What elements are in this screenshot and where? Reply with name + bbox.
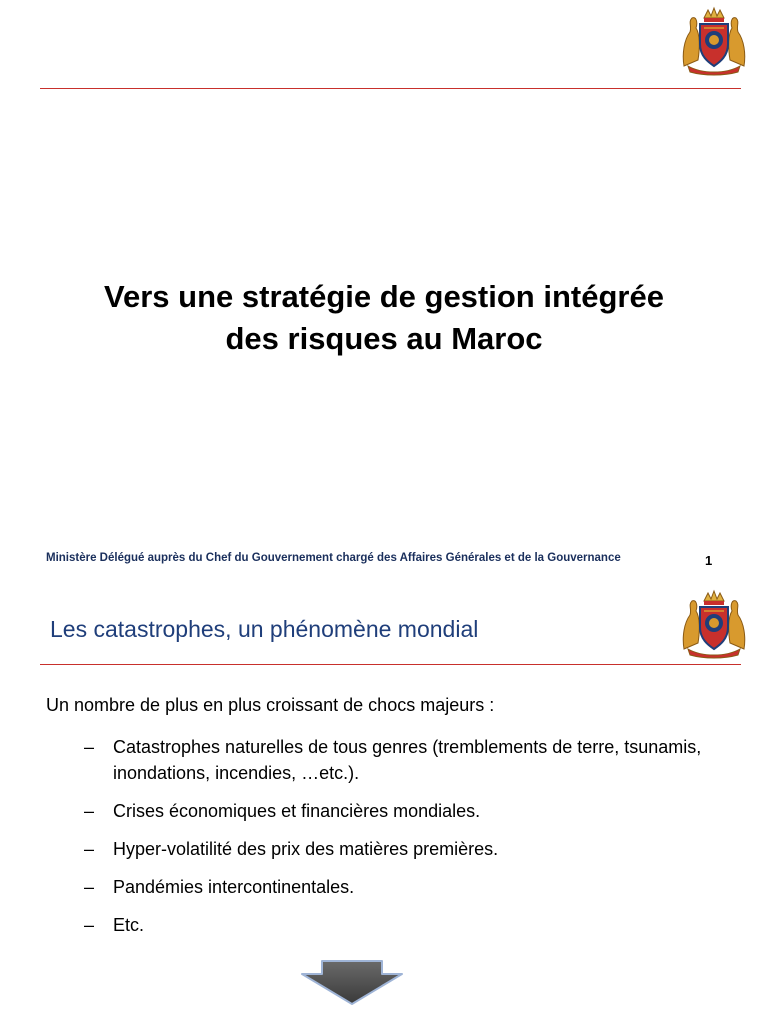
- bullet-dash: –: [84, 839, 95, 859]
- bullet-text: Pandémies intercontinentales.: [113, 877, 355, 897]
- page-number: 1: [705, 553, 713, 568]
- list-item: [84, 734, 734, 786]
- list-item: [84, 874, 734, 900]
- title-line-1: Vers une stratégie de gestion intégrée: [104, 278, 664, 314]
- down-arrow-icon: [298, 960, 406, 1006]
- moroccan-coat-of-arms-icon: [678, 4, 750, 76]
- bullet-text: Etc.: [113, 915, 145, 935]
- bullet-dash: –: [84, 737, 95, 757]
- list-item: [84, 798, 734, 824]
- list-item: [84, 836, 734, 862]
- bullet-text: Hyper-volatilité des prix des matières premières.: [113, 839, 499, 859]
- footer-ministry-name: Ministère Délégué auprès du Chef du Gouvernement chargé des Affaires Générales et de la Gouvernance: [46, 552, 621, 564]
- intro-text: Un nombre de plus en plus croissant de chocs majeurs :: [46, 695, 495, 715]
- list-item: [84, 912, 734, 938]
- bullet-dash: –: [84, 877, 95, 897]
- bullet-list: [84, 734, 734, 950]
- header-rule: [40, 664, 741, 665]
- slide-heading: Les catastrophes, un phénomène mondial: [50, 616, 479, 642]
- presentation-title: [40, 276, 728, 360]
- bullet-text: Crises économiques et financières mondiales.: [113, 801, 481, 821]
- moroccan-coat-of-arms-icon: [678, 587, 750, 659]
- bullet-dash: –: [84, 915, 95, 935]
- title-line-2: des risques au Maroc: [225, 320, 543, 356]
- slide-catastrophes: [0, 585, 768, 1024]
- bullet-text: Catastrophes naturelles de tous genres (tremblements de terre, tsunamis, inondations, incendies, …etc.).: [113, 737, 702, 783]
- bullet-dash: –: [84, 801, 95, 821]
- header-rule: [40, 88, 741, 89]
